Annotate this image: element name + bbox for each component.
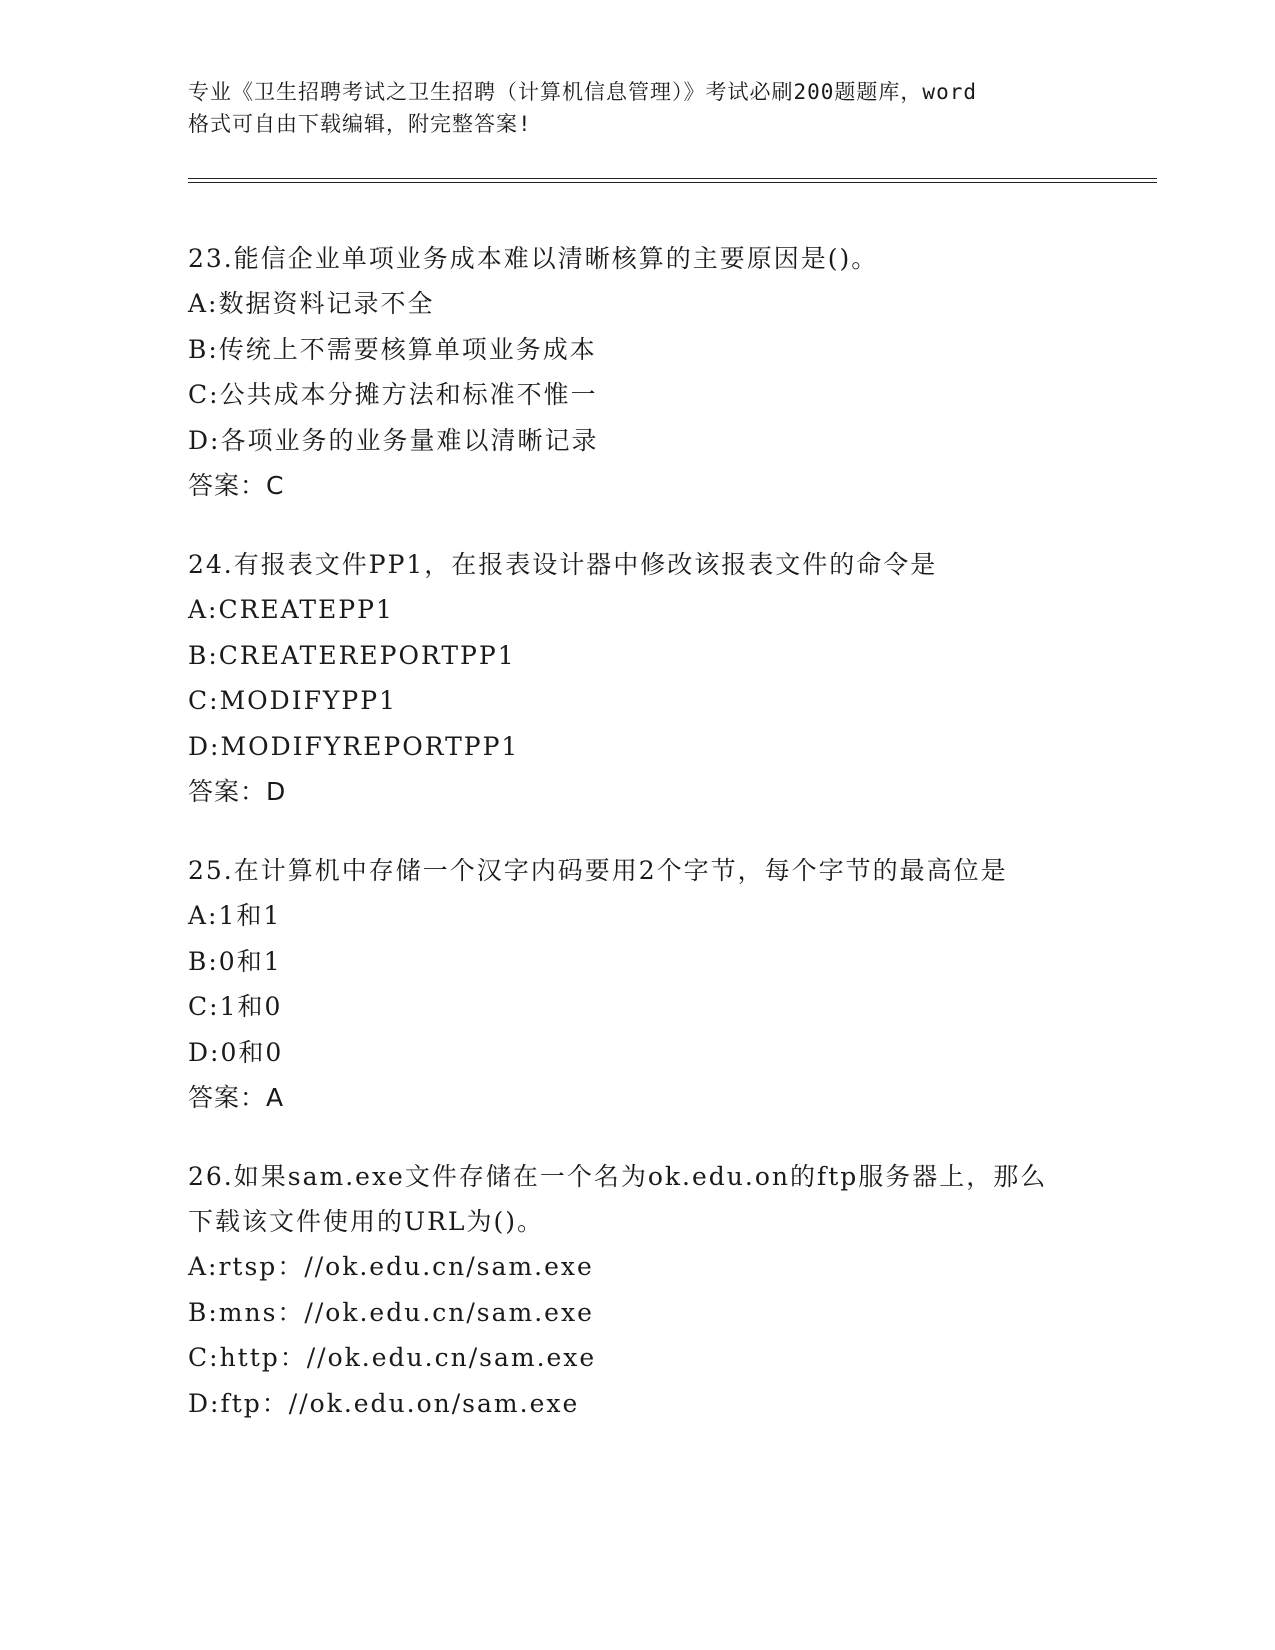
- option-b: [188, 1290, 1148, 1336]
- option-c: [188, 678, 1148, 724]
- option-text: rtsp：//ok.edu.cn/sam.exe: [218, 1252, 594, 1281]
- header-title-line-1: 专业《卫生招聘考试之卫生招聘（计算机信息管理）》考试必刷200题题库，word: [188, 80, 977, 104]
- option-text: CREATEPP1: [218, 595, 394, 624]
- answer-label: 答案：C: [188, 471, 285, 500]
- option-letter: B:: [188, 640, 219, 670]
- option-letter: D:: [188, 1037, 221, 1067]
- option-letter: D:: [188, 425, 221, 455]
- option-a: [188, 893, 1148, 939]
- option-d: [188, 418, 1148, 464]
- option-b: [188, 633, 1148, 679]
- option-a: [188, 281, 1148, 327]
- option-letter: A:: [188, 595, 219, 624]
- question-stem: 26.如果sam.exe文件存储在一个名为ok.edu.on的ftp服务器上，那么下载该文件使用的URL为()。: [188, 1162, 1048, 1236]
- header-title-line-2: 格式可自由下载编辑，附完整答案!: [188, 112, 532, 136]
- option-text: MODIFYREPORTPP1: [220, 731, 520, 761]
- option-text: 1和0: [219, 992, 283, 1021]
- option-text: http：//ok.edu.cn/sam.exe: [219, 1343, 597, 1372]
- answer-label: 答案：D: [188, 777, 287, 806]
- option-letter: D:: [188, 1388, 221, 1418]
- option-d: [188, 1381, 1148, 1427]
- option-c: [188, 372, 1148, 418]
- option-text: 0和0: [220, 1037, 284, 1067]
- question-26: [188, 1154, 1148, 1426]
- question-list: [188, 236, 1148, 1460]
- option-letter: C:: [188, 992, 220, 1021]
- option-letter: A:: [188, 901, 219, 930]
- option-letter: C:: [188, 686, 220, 715]
- document-header: [188, 76, 1088, 140]
- question-23: [188, 236, 1148, 508]
- option-letter: A:: [188, 1252, 219, 1281]
- option-text: ftp：//ok.edu.on/sam.exe: [220, 1388, 580, 1418]
- question-stem: 25.在计算机中存储一个汉字内码要用2个字节，每个字节的最高位是: [188, 856, 1008, 885]
- question-stem: 23.能信企业单项业务成本难以清晰核算的主要原因是()。: [188, 244, 879, 273]
- option-text: 传统上不需要核算单项业务成本: [218, 334, 597, 364]
- option-letter: B:: [188, 334, 219, 364]
- question-stem: 24.有报表文件PP1，在报表设计器中修改该报表文件的命令是: [188, 550, 938, 579]
- option-letter: B:: [188, 1297, 219, 1327]
- option-letter: C:: [188, 1343, 220, 1372]
- header-double-rule: [188, 178, 1157, 183]
- option-a: [188, 1244, 1148, 1290]
- option-text: CREATEREPORTPP1: [218, 640, 516, 670]
- option-text: MODIFYPP1: [219, 686, 397, 715]
- option-c: [188, 1335, 1148, 1381]
- option-d: [188, 724, 1148, 770]
- option-b: [188, 327, 1148, 373]
- option-text: mns：//ok.edu.cn/sam.exe: [218, 1297, 594, 1327]
- question-25: [188, 848, 1148, 1120]
- option-d: [188, 1030, 1148, 1076]
- option-letter: D:: [188, 731, 221, 761]
- option-letter: C:: [188, 380, 220, 409]
- option-letter: A:: [188, 289, 219, 318]
- option-a: [188, 587, 1148, 633]
- answer-label: 答案：A: [188, 1083, 285, 1112]
- option-text: 公共成本分摊方法和标准不惟一: [219, 380, 598, 409]
- option-text: 0和1: [218, 946, 282, 976]
- option-text: 1和1: [218, 901, 282, 930]
- option-letter: B:: [188, 946, 219, 976]
- question-24: [188, 542, 1148, 814]
- option-text: 数据资料记录不全: [218, 289, 435, 318]
- option-text: 各项业务的业务量难以清晰记录: [220, 425, 599, 455]
- option-b: [188, 939, 1148, 985]
- option-c: [188, 984, 1148, 1030]
